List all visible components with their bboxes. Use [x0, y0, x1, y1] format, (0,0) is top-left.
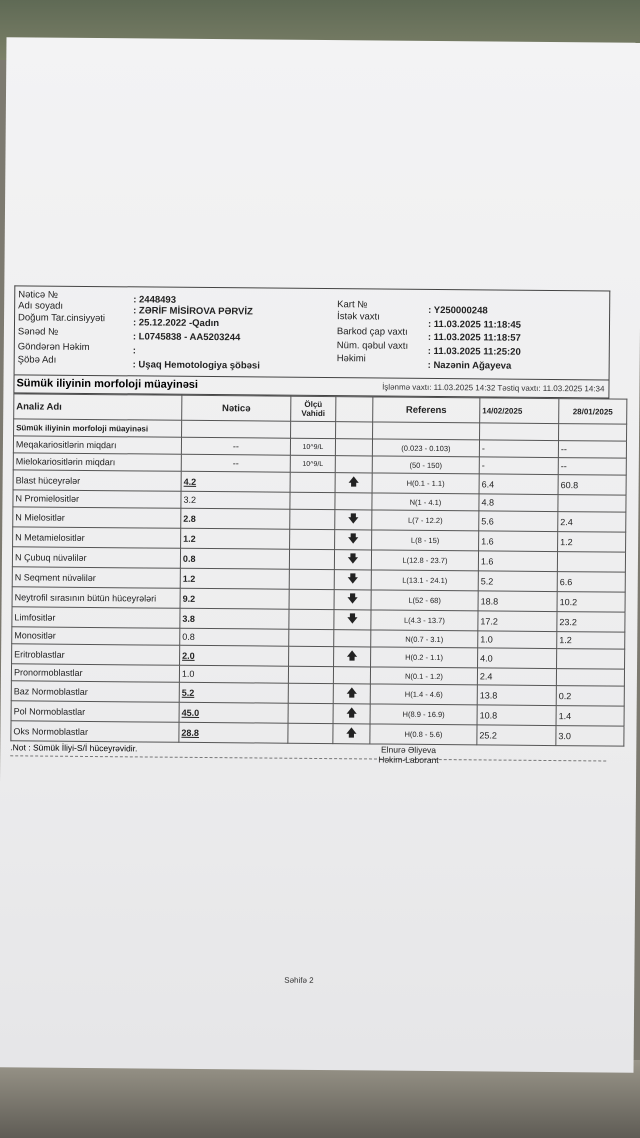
arrow-up-icon: 🡅 [346, 687, 358, 700]
result-value-cell: 0.8 [180, 628, 289, 646]
result-history1-cell: 18.8 [478, 591, 557, 612]
header-label-result-no: Nəticə № [18, 289, 59, 301]
result-unit-cell [290, 492, 335, 509]
result-flag-cell [335, 473, 372, 493]
header-label-department: Şöbə Adı [17, 354, 57, 366]
result-history2-cell: -- [558, 441, 626, 459]
subheader-cell: Sümük iliyinin morfoloji müayinəsi [14, 419, 182, 437]
result-history2-cell: 60.8 [558, 475, 626, 496]
arrow-down-icon: 🡇 [347, 533, 359, 546]
col-header-name: Analiz Adı [14, 394, 182, 420]
header-label-doctor: Göndərən Həkim [17, 341, 90, 353]
result-flag-cell [334, 590, 371, 610]
result-history1-cell: 13.8 [477, 685, 556, 706]
header-value-birth: : 25.12.2022 -Qadın [132, 317, 220, 330]
result-flag-cell [335, 510, 372, 530]
result-unit-cell: 10^9/L [290, 455, 335, 472]
empty-cell [336, 422, 373, 439]
result-history2-cell: 1.2 [558, 532, 626, 553]
header-label-barcode: Barkod çap vaxtı [336, 326, 408, 338]
result-flag-cell [335, 456, 372, 473]
result-unit-cell [289, 609, 334, 629]
result-flag-cell [334, 570, 371, 590]
page-number: Səhifə 2 [284, 975, 314, 985]
col-header-result: Nəticə [182, 395, 291, 421]
result-value-cell: 28.8 [179, 722, 288, 743]
result-name-cell: Eritroblastlar [12, 644, 180, 665]
header-value-card: : Y250000248 [428, 304, 488, 317]
result-name-cell: N Seqment nüvəlilər [12, 567, 180, 588]
result-history1-cell: 25.2 [477, 725, 556, 746]
result-name-cell: Blast hüceyrələr [13, 470, 181, 491]
result-flag-cell [334, 610, 371, 630]
result-unit-cell [288, 683, 333, 703]
result-flag-cell [335, 493, 372, 510]
result-reference-cell: N(0.7 - 3.1) [371, 630, 478, 648]
result-reference-cell: H(0.8 - 5.6) [370, 724, 477, 745]
result-value-cell: 1.2 [180, 568, 289, 589]
signature-block [378, 745, 439, 766]
result-history2-cell [558, 495, 626, 513]
arrow-down-icon: 🡇 [347, 513, 360, 526]
result-value-cell: 9.2 [180, 588, 289, 609]
result-name-cell: N Mielositlər [13, 507, 181, 528]
result-history2-cell: 2.4 [558, 512, 626, 533]
result-value-cell: 5.2 [179, 682, 288, 703]
result-history2-cell: 1.4 [556, 706, 624, 727]
result-unit-cell [289, 549, 334, 569]
result-unit-cell [288, 703, 333, 723]
result-history2-cell: 23.2 [557, 612, 625, 633]
result-reference-cell: L(12.8 - 23.7) [371, 550, 478, 571]
lab-report [10, 285, 613, 761]
result-unit-cell [288, 666, 333, 683]
result-name-cell: Mielokariositlərin miqdarı [13, 453, 181, 471]
arrow-down-icon: 🡇 [347, 573, 359, 586]
header-value-physician: : Nazənin Ağayeva [427, 359, 512, 372]
result-value-cell: 45.0 [179, 702, 288, 723]
col-header-flag [336, 397, 373, 422]
header-value-sample: : 11.03.2025 11:25:20 [427, 345, 521, 358]
header-label-birth: Doğum Tar.cinsiyyəti [18, 312, 106, 325]
result-history1-cell: - [479, 440, 558, 458]
result-reference-cell: N(0.1 - 1.2) [370, 667, 477, 685]
result-unit-cell [288, 723, 333, 743]
result-reference-cell: L(52 - 68) [371, 590, 478, 611]
result-history1-cell: 10.8 [477, 705, 556, 726]
results-table [10, 393, 627, 746]
result-value-cell: 4.2 [181, 471, 290, 492]
result-value-cell: 2.8 [181, 508, 290, 529]
result-history2-cell: 3.0 [556, 726, 624, 747]
empty-cell [182, 420, 291, 438]
result-history1-cell: 4.8 [479, 494, 558, 512]
result-name-cell: N Metamielositlər [13, 527, 181, 548]
result-flag-cell [333, 684, 370, 704]
report-note: .Not : Sümük İliyi-S/İ hüceyrəvidir. [10, 742, 606, 761]
result-history2-cell [557, 552, 625, 573]
result-unit-cell [290, 509, 335, 529]
result-history1-cell: 1.0 [478, 631, 557, 649]
arrow-up-icon: 🡅 [347, 476, 360, 489]
arrow-up-icon: 🡅 [346, 650, 358, 663]
result-name-cell: Oks Normoblastlar [11, 721, 179, 742]
result-reference-cell: N(1 - 4.1) [372, 493, 479, 511]
result-reference-cell: H(0.2 - 1.1) [371, 647, 478, 668]
result-flag-cell [335, 439, 372, 456]
header-label-document: Sənəd № [17, 326, 59, 338]
result-value-cell: -- [181, 454, 290, 472]
result-history1-cell: 1.6 [478, 551, 557, 572]
result-unit-cell [289, 629, 334, 646]
result-name-cell: N Çubuq nüvəlilər [12, 547, 180, 568]
result-name-cell: Pol Normoblastlar [11, 701, 179, 722]
result-reference-cell: H(8.9 - 16.9) [370, 704, 477, 725]
result-name-cell: Neytrofil sırasının bütün hüceyrələri [12, 587, 180, 608]
col-header-hist2: 28/01/2025 [559, 399, 627, 425]
result-flag-cell [333, 704, 370, 724]
result-reference-cell: L(4.3 - 13.7) [371, 610, 478, 631]
arrow-down-icon: 🡇 [347, 553, 359, 566]
empty-cell [291, 421, 336, 438]
result-flag-cell [334, 550, 371, 570]
header-label-sample: Nüm. qəbul vaxtı [336, 340, 409, 352]
header-label-card: Kart № [337, 299, 368, 311]
result-value-cell: 0.8 [180, 548, 289, 569]
result-value-cell: 3.2 [181, 491, 290, 509]
result-reference-cell: L(7 - 12.2) [372, 510, 479, 531]
arrow-up-icon: 🡅 [345, 727, 358, 740]
result-unit-cell [290, 472, 335, 492]
result-value-cell: -- [181, 437, 290, 455]
signature-role: Həkim-Laborant [378, 754, 439, 766]
result-history2-cell: -- [558, 458, 626, 476]
result-history2-cell: 0.2 [556, 686, 624, 707]
result-reference-cell: L(13.1 - 24.1) [371, 570, 478, 591]
result-value-cell: 1.2 [181, 528, 290, 549]
col-header-hist1: 14/02/2025 [480, 398, 559, 424]
result-history1-cell: 1.6 [479, 531, 558, 552]
header-value-result-no: : 2448493 [133, 294, 177, 306]
result-name-cell: Meqakariositlərin miqdarı [13, 436, 181, 454]
header-label-request: İstək vaxtı [337, 311, 380, 323]
result-name-cell: Pronormoblastlar [11, 664, 179, 682]
header-value-barcode: : 11.03.2025 11:18:57 [427, 331, 521, 344]
arrow-down-icon: 🡇 [346, 613, 359, 626]
report-header [14, 285, 611, 379]
result-history1-cell: 4.0 [478, 648, 557, 669]
result-reference-cell: H(1.4 - 4.6) [370, 684, 477, 705]
result-value-cell: 3.8 [180, 608, 289, 629]
result-history1-cell: 2.4 [477, 668, 556, 686]
paper-sheet [0, 37, 640, 1073]
result-history2-cell [557, 649, 625, 670]
result-reference-cell: (50 - 150) [372, 456, 479, 474]
result-flag-cell [334, 630, 371, 647]
header-value-request: : 11.03.2025 11:18:45 [427, 318, 522, 331]
col-header-unit: Ölçü Vahidi [291, 396, 336, 421]
empty-cell [373, 422, 480, 440]
result-reference-cell: H(0.1 - 1.1) [372, 473, 479, 494]
result-unit-cell [290, 529, 335, 549]
col-header-reference: Referens [373, 397, 480, 423]
result-history1-cell: 5.2 [478, 571, 557, 592]
result-reference-cell: L(8 - 15) [372, 530, 479, 551]
result-unit-cell [289, 589, 334, 609]
empty-cell [559, 424, 627, 442]
section-times: İşlənmə vaxtı: 11.03.2025 14:32 Təstiq vaxtı: 11.03.2025 14:34 [382, 382, 605, 394]
result-flag-cell [335, 530, 372, 550]
header-value-document: : L0745838 - AA5203244 [132, 331, 241, 344]
header-label-name: Adı soyadı [18, 300, 64, 312]
signature-name: Elnurə Əliyeva [380, 744, 437, 756]
result-name-cell: N Promielositlər [13, 490, 181, 508]
header-value-doctor: : [132, 345, 136, 357]
result-flag-cell [333, 667, 370, 684]
empty-cell [480, 423, 559, 441]
result-name-cell: Monositlər [12, 627, 180, 645]
result-unit-cell [289, 569, 334, 589]
header-value-name: : ZƏRİF MİSİROVA PƏRVİZ [133, 305, 253, 318]
arrow-down-icon: 🡇 [346, 593, 359, 606]
result-unit-cell: 10^9/L [290, 438, 335, 455]
header-label-physician: Həkimi [336, 353, 366, 365]
result-history2-cell: 10.2 [557, 592, 625, 613]
result-name-cell: Baz Normoblastlar [11, 681, 179, 702]
section-title: Sümük iliyinin morfoloji müayinəsi [16, 377, 199, 391]
result-history1-cell: 6.4 [479, 474, 558, 495]
result-flag-cell [333, 724, 370, 744]
result-history2-cell: 1.2 [557, 632, 625, 650]
header-value-department: : Uşaq Hemotologiya şöbəsi [132, 359, 260, 372]
result-flag-cell [334, 647, 371, 667]
result-reference-cell: (0.023 - 0.103) [372, 439, 479, 457]
result-value-cell: 2.0 [180, 645, 289, 666]
result-name-cell: Limfositlər [12, 607, 180, 628]
result-history1-cell: 17.2 [478, 611, 557, 632]
result-history2-cell: 6.6 [557, 572, 625, 593]
result-history2-cell [556, 669, 624, 687]
arrow-up-icon: 🡅 [345, 707, 358, 720]
result-history1-cell: - [479, 457, 558, 475]
result-unit-cell [289, 646, 334, 666]
result-value-cell: 1.0 [179, 665, 288, 683]
result-history1-cell: 5.6 [479, 511, 558, 532]
